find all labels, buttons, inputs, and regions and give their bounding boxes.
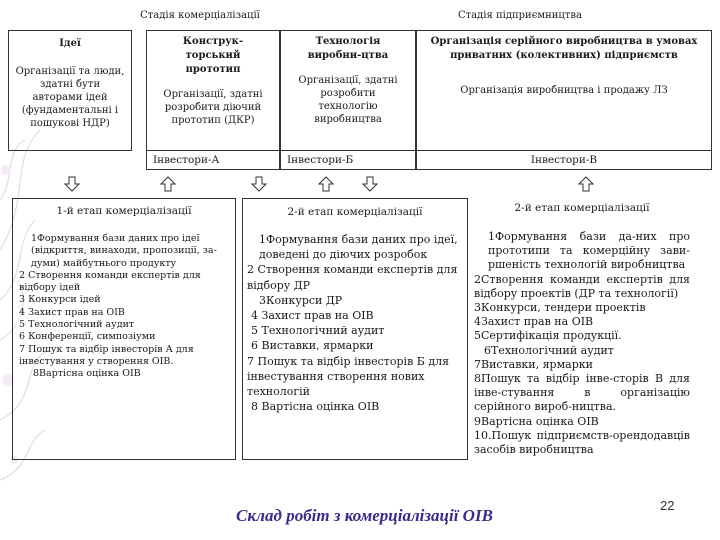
list-item: 6 Конференції, симпозіуми	[19, 331, 156, 343]
etap-list	[13, 233, 235, 381]
list-item: 3Конкурси ДР	[259, 293, 343, 307]
list-item: 8Пошук та відбір інве-сторів В для інве-стування в організацію серійного вироб-ництва.	[474, 372, 690, 414]
arrow-up-icon	[318, 176, 334, 192]
etap-box-1	[12, 198, 236, 460]
column-box-serial-production	[416, 30, 712, 151]
list-item: 1Формування бази да-них про прототипи та комерційну зави-ршеність технологій виробництва	[488, 230, 690, 272]
list-item: 4 Захист прав на ОІВ	[19, 306, 125, 318]
etap-list	[243, 232, 467, 414]
column-heading: Організація серійного виробництва в умовах приватних (колективних) підприємств	[430, 36, 698, 61]
arrow-up-icon	[160, 176, 176, 192]
arrow-down-icon	[362, 176, 378, 192]
investor-label: Інвестори-Б	[287, 154, 354, 166]
column-heading: Технологія виробни-цтва	[307, 36, 389, 61]
investor-box-b	[280, 150, 416, 170]
list-item: 7Виставки, ярмарки	[474, 357, 593, 371]
list-item: 9Вартісна оцінка ОІВ	[474, 414, 599, 428]
list-item: 7 Пошук та відбір інвесторів Б для інвестування створення нових технологій	[247, 354, 450, 399]
etap-box-3	[474, 198, 690, 480]
investor-label: Інвестори-А	[153, 154, 220, 166]
arrow-down-icon	[64, 176, 80, 192]
list-item: 5Сертифікація продукції.	[474, 329, 622, 343]
list-item: 4Захист прав на ОІВ	[474, 315, 594, 329]
column-box-ideas	[8, 30, 132, 151]
etap-title: 2-й етап комерціалізації	[514, 202, 650, 214]
column-description: Організації, здатні розробити діючий прототип (ДКР)	[163, 89, 263, 126]
column-heading: Конструк-торський прототип	[182, 36, 244, 75]
list-item: 3 Конкурси ідей	[19, 294, 101, 306]
column-box-technology	[280, 30, 416, 151]
list-item: 1Формування бази даних про ідеї (відкриття, винаходи, пропозиції, за-думи) майбутнього продукту	[31, 233, 217, 269]
etap-title: 1-й етап комерціалізації	[56, 205, 192, 217]
etap-box-2	[242, 198, 468, 460]
etap-title: 2-й етап комерціалізації	[287, 206, 423, 218]
list-item: 2 Створення команди експертів для відбору ДР	[247, 263, 458, 292]
stage-label-commercialization: Стадія комерціалізації	[140, 10, 260, 21]
arrow-down-icon	[251, 176, 267, 192]
list-item: 2 Створення команди експертів для відбору ідей	[19, 269, 201, 294]
list-item: 1Формування бази даних про ідеї, доведені до діючих розробок	[259, 233, 458, 262]
slide-title: Склад робіт з комерціалізації ОІВ	[236, 506, 493, 525]
list-item: 8Вартісна оцінка ОІВ	[33, 368, 141, 380]
column-box-prototype	[146, 30, 280, 151]
investor-box-a	[146, 150, 280, 170]
list-item: 5 Технологічний аудит	[251, 324, 385, 338]
column-description: Організація виробництва і продажу ЛЗ	[460, 85, 668, 96]
arrow-up-icon	[578, 176, 594, 192]
list-item: 6Технологічний аудит	[484, 343, 614, 357]
list-item: 3Конкурси, тендери проектів	[474, 301, 646, 315]
investor-box-c	[416, 150, 712, 170]
stage-label-entrepreneurship: Стадія підприємництва	[457, 10, 582, 21]
column-description: Організації, здатні розробити технологію виробництва	[298, 75, 398, 125]
page-number: 22	[660, 498, 675, 513]
investor-label: Інвестори-В	[530, 154, 598, 166]
list-item: 10.Пошук підприємств-орендодавців засобів виробництва	[474, 428, 690, 457]
list-item: 8 Вартісна оцінка ОІВ	[251, 400, 380, 414]
list-item: 2Створення команди експертів для відбору проектів (ДР та технології)	[474, 272, 690, 300]
list-item: 6 Виставки, ярмарки	[251, 339, 374, 353]
column-description: Організації та люди, здатні бути авторами ідей (фундаментальні і пошукові НДР)	[15, 66, 125, 129]
list-item: 4 Захист прав на ОІВ	[251, 309, 374, 323]
list-item: 7 Пошук та відбір інвесторів А для інвестування у створення ОІВ.	[19, 343, 194, 367]
etap-list	[474, 230, 690, 457]
column-heading: Ідеї	[59, 38, 81, 49]
list-item: 5 Технологічний аудит	[19, 319, 135, 331]
